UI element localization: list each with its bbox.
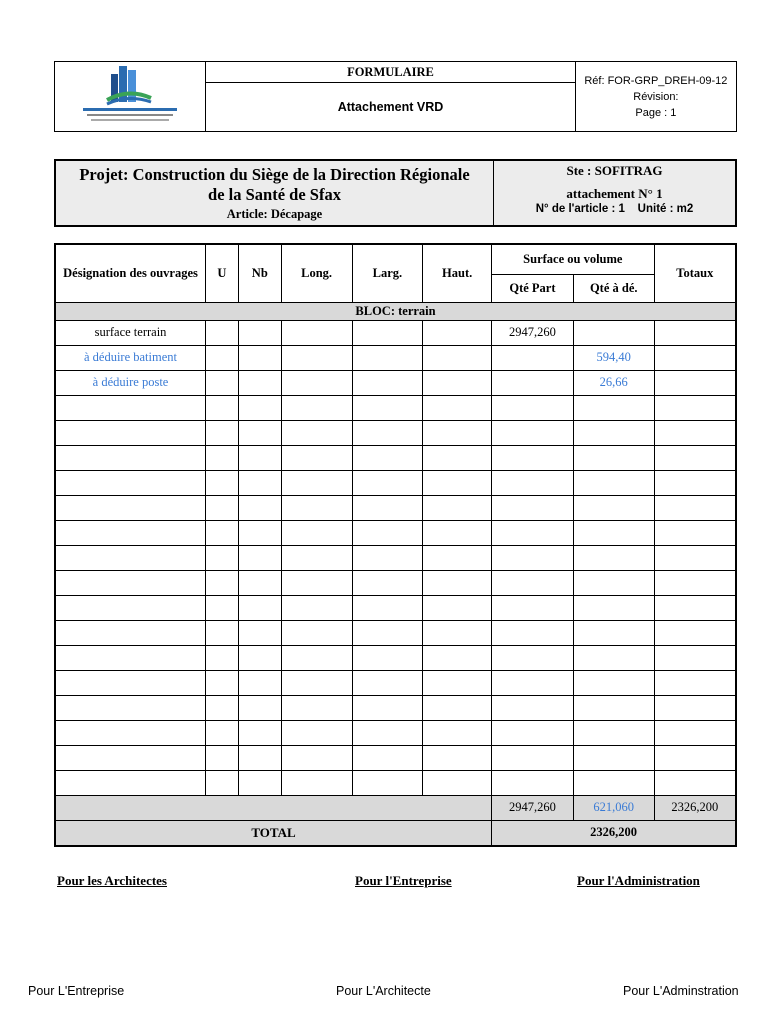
footer-administration: Pour L'Adminstration	[623, 984, 739, 998]
project-title-line1: Projet: Construction du Siège de la Direction Régionale	[79, 165, 470, 184]
empty-table-row	[55, 645, 736, 670]
subtotal-qte-de: 621,060	[573, 795, 654, 820]
signature-administration: Pour l'Administration	[577, 873, 700, 888]
footer-company: Pour L'Entreprise	[28, 984, 125, 998]
empty-table-row	[55, 770, 736, 795]
article-number: N° de l'article : 1	[535, 203, 625, 215]
row-designation: à déduire poste	[55, 370, 206, 395]
reference-cell	[575, 62, 736, 132]
subtotal-qte-part: 2947,260	[492, 795, 574, 820]
row-qte-de: 594,40	[573, 345, 654, 370]
row-designation: surface terrain	[55, 320, 206, 345]
article-unit-line	[494, 203, 735, 215]
empty-table-row	[55, 720, 736, 745]
page-number: Page : 1	[635, 106, 677, 119]
signature-company: Pour l'Entreprise	[355, 873, 452, 888]
empty-table-row	[55, 695, 736, 720]
empty-table-row	[55, 520, 736, 545]
document-title: Attachement VRD	[206, 83, 576, 132]
table-row	[55, 345, 736, 370]
reference-text: Réf: FOR-GRP_DREH-09-12	[584, 74, 728, 87]
empty-table-row	[55, 670, 736, 695]
row-qte-part	[492, 370, 574, 395]
footer-architect: Pour L'Architecte	[336, 984, 431, 998]
header-larg: Larg.	[352, 244, 423, 302]
empty-table-row	[55, 745, 736, 770]
header-totaux: Totaux	[654, 244, 736, 302]
total-row	[55, 820, 736, 846]
row-qte-de	[573, 320, 654, 345]
table-row	[55, 370, 736, 395]
total-value: 2326,200	[492, 820, 736, 846]
header-qte-part: Qté Part	[492, 274, 574, 302]
header-qte-de: Qté à dé.	[573, 274, 654, 302]
empty-table-row	[55, 495, 736, 520]
unit-label: Unité : m2	[637, 203, 694, 215]
empty-table-row	[55, 445, 736, 470]
article-name: Article: Décapage	[226, 207, 323, 221]
empty-table-row	[55, 395, 736, 420]
ministry-logo-icon	[55, 62, 203, 126]
project-box	[54, 159, 737, 227]
attachment-number: attachement N° 1	[566, 186, 663, 201]
logo-cell	[55, 62, 206, 132]
header-long: Long.	[281, 244, 352, 302]
row-qte-part	[492, 345, 574, 370]
empty-table-row	[55, 595, 736, 620]
empty-table-row	[55, 420, 736, 445]
subtotal-row	[55, 795, 736, 820]
project-info	[56, 161, 494, 225]
empty-table-row	[55, 470, 736, 495]
quantities-table	[54, 243, 737, 847]
header-haut: Haut.	[423, 244, 492, 302]
empty-table-row	[55, 570, 736, 595]
header-u: U	[206, 244, 239, 302]
form-title: FORMULAIRE	[206, 62, 576, 83]
bloc-label: BLOC: terrain	[55, 302, 736, 320]
empty-table-row	[55, 545, 736, 570]
revision-text: Révision:	[633, 90, 679, 103]
form-header	[54, 61, 737, 132]
row-qte-part: 2947,260	[492, 320, 574, 345]
empty-table-row	[55, 620, 736, 645]
total-label: TOTAL	[55, 820, 492, 846]
row-qte-de: 26,66	[573, 370, 654, 395]
project-title-line2: de la Santé de Sfax	[208, 185, 341, 204]
company-info	[494, 161, 735, 225]
header-designation: Désignation des ouvrages	[55, 244, 206, 302]
table-row	[55, 320, 736, 345]
empty-rows	[55, 395, 736, 795]
signature-architects: Pour les Architectes	[57, 873, 167, 888]
company-name: Ste : SOFITRAG	[566, 163, 663, 178]
row-designation: à déduire batiment	[55, 345, 206, 370]
header-surface: Surface ou volume	[492, 244, 655, 274]
subtotal-totaux: 2326,200	[654, 795, 736, 820]
header-nb: Nb	[238, 244, 281, 302]
